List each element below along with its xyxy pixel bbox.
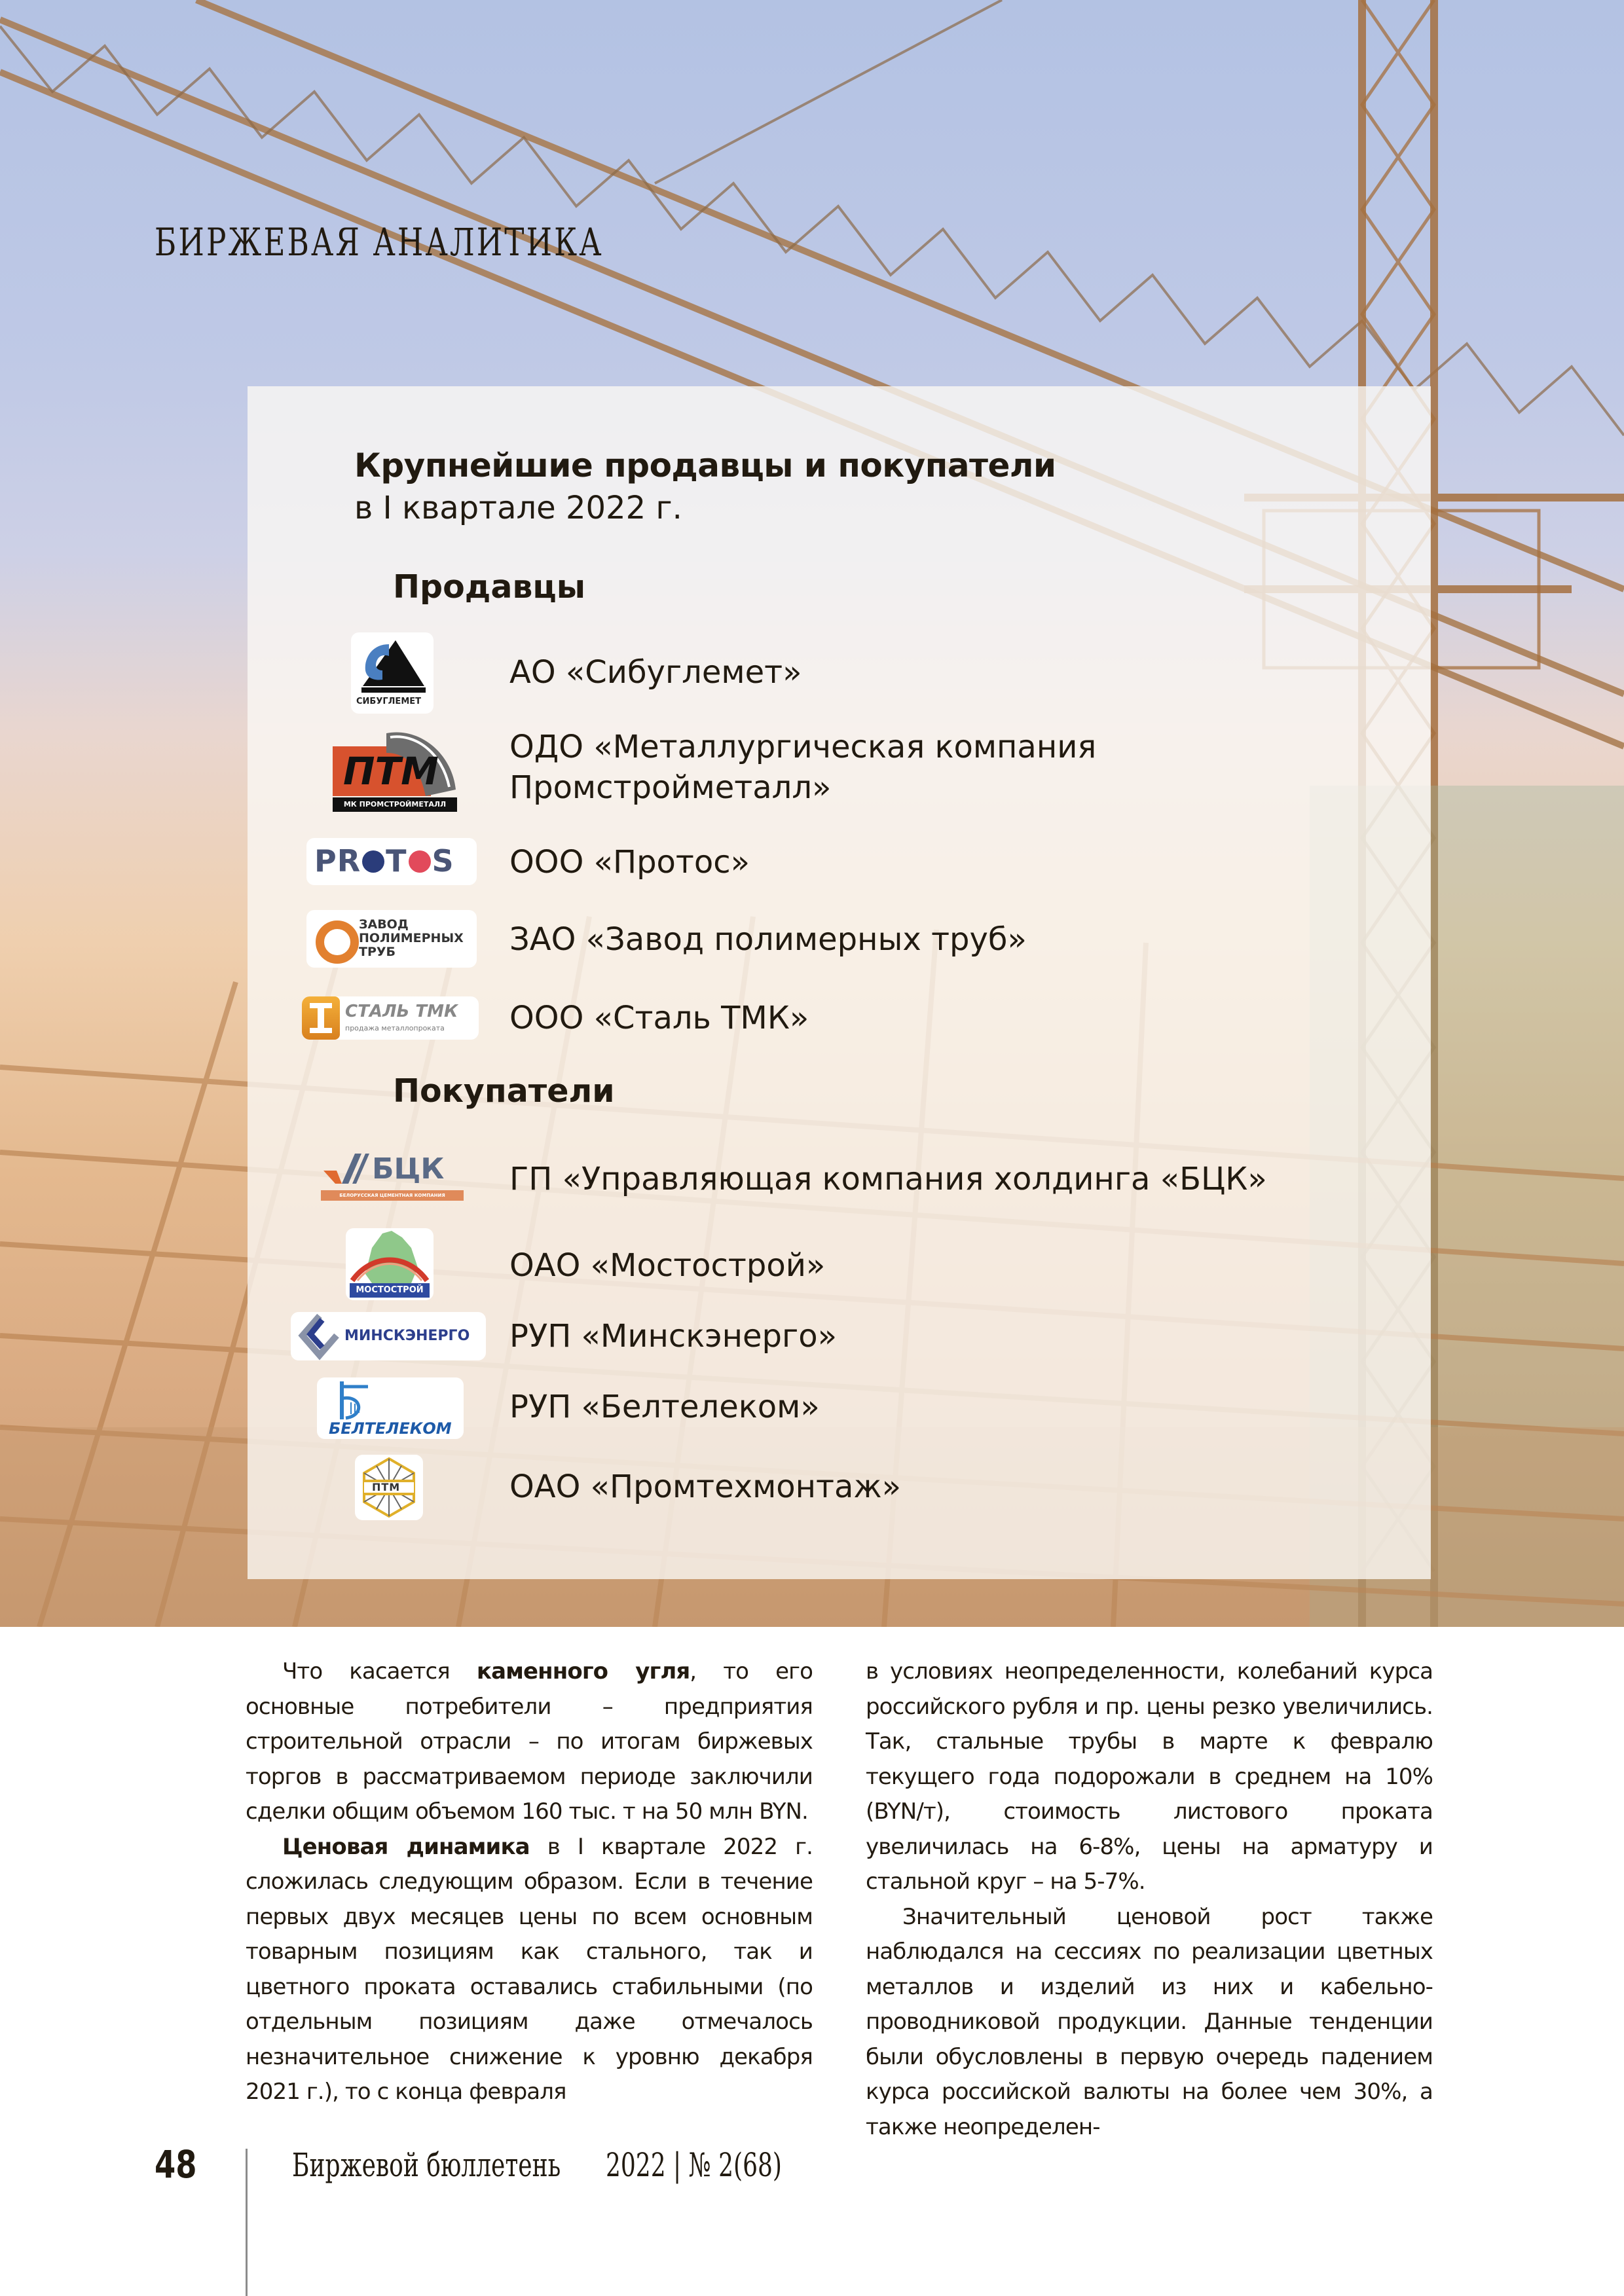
zavod-polimernyh-trub-logo	[306, 910, 477, 968]
stal-tmk-logo-caption: продажа металлопроката	[345, 1024, 445, 1032]
protos-logo-text-3: S	[432, 843, 454, 879]
promtehmontazh-logo-text: ПТМ	[372, 1481, 401, 1493]
company-name: ОАО «Мостострой»	[509, 1247, 826, 1284]
protos-logo-text-2: T	[386, 843, 407, 879]
bck-logo-text: БЦК	[372, 1152, 445, 1186]
sibuglemet-logo-text: СИБУГЛЕМЕТ	[356, 697, 421, 706]
pipe-ring-icon	[316, 920, 359, 964]
stal-tmk-badge-icon	[302, 996, 340, 1040]
protos-logo	[306, 838, 477, 885]
company-name: АО «Сибуглемет»	[509, 654, 802, 691]
promstroymetall-logo-caption: МК ПРОМСТРОЙМЕТАЛЛ	[333, 797, 457, 812]
zavod-logo-text-1: ЗАВОД	[359, 917, 409, 932]
company-name-line-1: ОДО «Металлургическая компания	[509, 729, 1097, 765]
protos-dot-red-icon	[409, 850, 431, 873]
article-column-right	[866, 1654, 1433, 2145]
page-number: 48	[155, 2142, 197, 2187]
beltelecom-emblem-icon	[322, 1379, 375, 1422]
minskenergo-emblem-icon	[296, 1312, 342, 1360]
company-name: ООО «Сталь ТМК»	[509, 1000, 809, 1036]
promstroymetall-logo	[327, 727, 458, 812]
article-column-left	[246, 1654, 813, 2110]
company-name: ОАО «Промтехмонтаж»	[509, 1468, 902, 1505]
stal-tmk-logo-text: СТАЛЬ ТМК	[345, 1002, 458, 1021]
paragraph-bold-term: Ценовая динамика	[282, 1833, 530, 1860]
protos-dot-blue-icon	[362, 850, 384, 873]
bck-logo-caption: БЕЛОРУССКАЯ ЦЕМЕНТНАЯ КОМПАНИЯ	[321, 1190, 464, 1201]
paragraph-text: , то его основные потребители – предприятия строительной отрасли – по итогам биржевых торгов в рассматриваемом периоде заключили сделки общим объемом 160 тыс. т на 50 млн BYN.	[246, 1658, 813, 1825]
journal-title: Биржевой бюллетень	[292, 2146, 561, 2184]
sibuglemet-logo	[351, 632, 434, 714]
article-paragraph	[246, 1830, 813, 2110]
company-name	[509, 727, 1096, 808]
promstroymetall-logo-mark: ПТМ	[343, 749, 439, 793]
article-paragraph: Значительный ценовой рост также наблюдался на сессиях по реализации цветных металлов и изделий из них и кабельно-проводниковой продукции. Данные тенденции были обусловлены в первую очередь падением курса российской валюты на более чем 30%, а также неопределен-	[866, 1903, 1433, 2140]
sibuglemet-emblem-icon	[351, 632, 434, 695]
promtehmontazh-logo	[355, 1455, 423, 1520]
company-name: ЗАО «Завод полимерных труб»	[509, 921, 1027, 958]
beltelecom-logo	[317, 1377, 464, 1439]
protos-logo-text-1: PR	[314, 843, 361, 879]
paragraph-bold-term: каменного угля	[476, 1658, 690, 1685]
protos-logo-text	[314, 843, 454, 879]
sellers-heading: Продавцы	[393, 568, 586, 606]
paragraph-text: Что касается	[282, 1658, 477, 1685]
zavod-logo-text-3: ТРУБ	[359, 945, 396, 959]
section-label: БИРЖЕВАЯ АНАЛИТИКА	[155, 220, 604, 264]
paragraph-text: в I квартале 2022 г. сложилась следующим образом. Если в течение первых двух месяцев цены по всем основным товарным позициям как стального, так и цветного проката оставались стабильными (по отдельным позициям даже отмечалось незначительное снижение к уровню декабря 2021 г.), то с конца февраля	[246, 1833, 813, 2105]
zavod-logo-text-2: ПОЛИМЕРНЫХ	[359, 931, 464, 945]
buyers-heading: Покупатели	[393, 1072, 615, 1110]
stal-tmk-logo	[302, 996, 479, 1040]
panel-subtitle: в I квартале 2022 г.	[354, 490, 682, 526]
company-name: РУП «Белтелеком»	[509, 1389, 820, 1425]
mostostroy-emblem-icon	[346, 1228, 434, 1283]
panel-title: Крупнейшие продавцы и покупатели	[354, 446, 1056, 484]
beltelecom-logo-text: БЕЛТЕЛЕКОМ	[329, 1419, 452, 1438]
sellers-buyers-panel	[248, 386, 1431, 1579]
company-name: ООО «Протос»	[509, 844, 750, 881]
article-paragraph	[246, 1654, 813, 1830]
issue-number: 2022 | № 2(68)	[606, 2146, 782, 2184]
zavod-logo-text	[359, 918, 464, 959]
minskenergo-logo-text: МИНСКЭНЕРГО	[344, 1328, 470, 1344]
article-paragraph: в условиях неопределенности, колебаний курса российского рубля и пр. цены резко увеличились. Так, стальные трубы в марте к февралю текущего года подорожали в среднем на 10% (BYN/т), стоимость листового проката увеличилась на 6-8%, цены на арматуру и стальной круг – на 5-7%.	[866, 1658, 1433, 1895]
mostostroy-logo	[346, 1228, 434, 1300]
company-name: ГП «Управляющая компания холдинга «БЦК»	[509, 1161, 1267, 1197]
company-name: РУП «Минскэнерго»	[509, 1318, 837, 1355]
footer-divider	[246, 2149, 248, 2296]
company-name-line-2: Промстройметалл»	[509, 769, 832, 806]
mostostroy-logo-text: МОСТОСТРОЙ	[350, 1283, 430, 1298]
minskenergo-logo	[291, 1312, 486, 1360]
bck-emblem-icon	[323, 1151, 369, 1188]
bck-logo	[321, 1151, 465, 1203]
